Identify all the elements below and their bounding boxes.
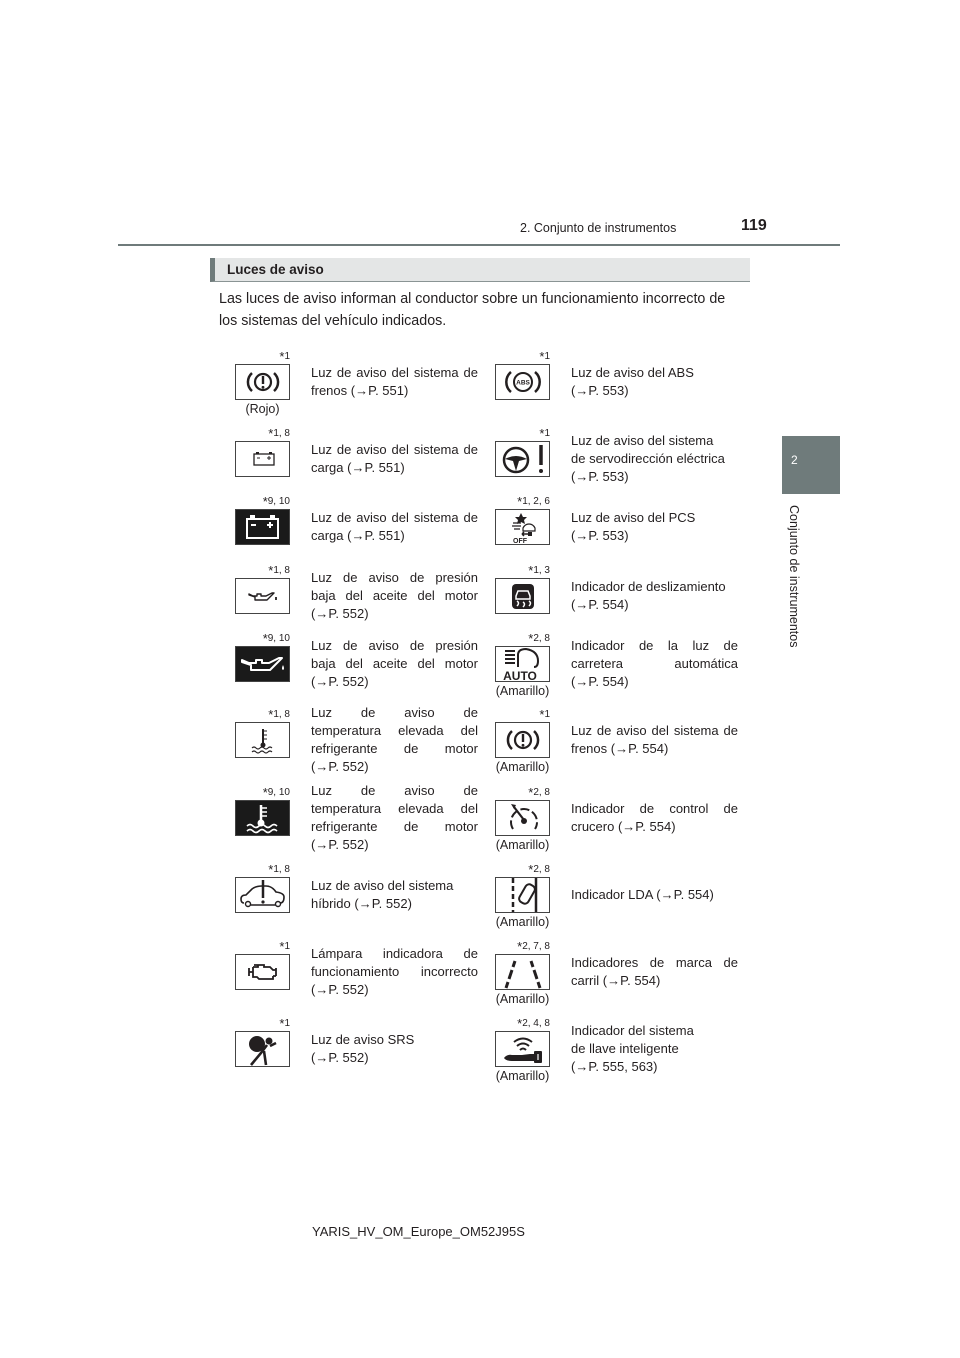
icon-column xyxy=(235,1016,290,1067)
skid-indicator-icon xyxy=(495,578,550,614)
warning-light-entry xyxy=(495,349,739,400)
icon-column xyxy=(495,563,550,614)
battery-icon xyxy=(235,441,290,477)
description-line: Luz de aviso de xyxy=(311,783,478,798)
section-heading xyxy=(210,258,750,282)
description-line[interactable]: (→P. 552) xyxy=(311,759,369,774)
description-line: Luz de aviso de xyxy=(311,705,478,720)
warning-light-entry xyxy=(235,862,479,913)
svg-text:OFF: OFF xyxy=(513,538,527,544)
warning-light-entry xyxy=(495,563,739,614)
icon-column xyxy=(235,785,290,836)
icon-column xyxy=(495,349,550,400)
warning-light-description xyxy=(311,509,478,545)
color-label: (Amarillo) xyxy=(495,992,550,1006)
svg-text:ABS: ABS xyxy=(516,379,530,387)
footnote-marker: *1 xyxy=(279,939,290,954)
footnote-marker: *1 xyxy=(539,426,550,441)
footnote-marker: *1, 8 xyxy=(268,862,290,877)
check-engine-icon xyxy=(235,954,290,990)
icon-column xyxy=(235,939,290,990)
footnote-numbers: 9, 10 xyxy=(267,787,290,798)
description-line: funcionamiento incorrecto xyxy=(311,964,478,979)
footnote-numbers: 1 xyxy=(544,351,550,362)
smart-key-icon xyxy=(495,1031,550,1067)
icon-column xyxy=(495,707,550,774)
warning-light-entry xyxy=(235,939,479,997)
brake-warning-yellow-icon xyxy=(495,722,550,758)
brake-warning-icon xyxy=(235,364,290,400)
lane-marker-icon xyxy=(495,954,550,990)
footer-doc-code: YARIS_HV_OM_Europe_OM52J95S xyxy=(312,1224,525,1239)
footnote-numbers: 1 xyxy=(544,709,550,720)
footnote-numbers: 2, 8 xyxy=(533,787,550,798)
icon-column xyxy=(235,631,290,682)
footnote-marker: *1 xyxy=(539,707,550,722)
warning-light-description xyxy=(311,364,478,400)
header-section-title: 2. Conjunto de instrumentos xyxy=(520,221,677,235)
footnote-numbers: 1, 8 xyxy=(273,428,290,439)
footnote-marker: *1, 2, 6 xyxy=(517,494,550,509)
description-line[interactable]: carga (→P. 551) xyxy=(311,460,405,475)
footnote-numbers: 1 xyxy=(544,428,550,439)
description-line: Luz de aviso del sistema xyxy=(571,433,714,448)
cruise-control-icon xyxy=(495,800,550,836)
warning-light-description xyxy=(571,578,738,614)
footnote-numbers: 1 xyxy=(284,941,290,952)
description-line: Indicador de deslizamiento xyxy=(571,579,726,594)
svg-text:AUTO: AUTO xyxy=(503,669,537,681)
description-line: Lámpara indicadora de xyxy=(311,946,478,961)
description-line: Indicador de control de xyxy=(571,801,738,816)
description-line[interactable]: (→P. 555, 563) xyxy=(571,1059,658,1074)
footnote-marker: *9, 10 xyxy=(262,785,290,800)
footnote-numbers: 2, 4, 8 xyxy=(522,1018,550,1029)
color-label: (Amarillo) xyxy=(495,838,550,852)
footnote-numbers: 1 xyxy=(284,351,290,362)
description-line: Indicador del sistema xyxy=(571,1023,694,1038)
description-line[interactable]: Indicador LDA (→P. 554) xyxy=(571,887,714,902)
icon-column xyxy=(235,563,290,614)
footnote-marker: *1 xyxy=(539,349,550,364)
icon-column xyxy=(235,349,290,416)
warning-light-entry xyxy=(235,349,479,416)
description-line[interactable]: frenos (→P. 554) xyxy=(571,741,669,756)
description-line[interactable]: carga (→P. 551) xyxy=(311,528,405,543)
footnote-marker: *1, 8 xyxy=(268,707,290,722)
warning-light-entry xyxy=(235,494,479,545)
description-line: de llave inteligente xyxy=(571,1041,679,1056)
description-line: Indicadores de marca de xyxy=(571,955,738,970)
warning-light-entry xyxy=(495,707,739,774)
footnote-numbers: 1, 8 xyxy=(273,565,290,576)
description-line[interactable]: (→P. 552) xyxy=(311,674,369,689)
footnote-marker: *1, 8 xyxy=(268,426,290,441)
icon-column xyxy=(495,426,550,477)
footnote-marker: *9, 10 xyxy=(262,631,290,646)
description-line[interactable]: (→P. 552) xyxy=(311,1050,369,1065)
warning-light-description xyxy=(311,782,478,854)
oil-pressure-inverted-icon xyxy=(235,646,290,682)
description-line[interactable]: (→P. 552) xyxy=(311,837,369,852)
footnote-numbers: 9, 10 xyxy=(267,633,290,644)
footnote-marker: *1, 8 xyxy=(268,563,290,578)
description-line[interactable]: (→P. 554) xyxy=(571,597,629,612)
warning-light-description xyxy=(311,441,478,477)
section-title: Luces de aviso xyxy=(227,262,324,277)
lda-icon xyxy=(495,877,550,913)
warning-light-entry xyxy=(495,939,739,1006)
icon-column xyxy=(235,426,290,477)
pcs-off-icon xyxy=(495,509,550,545)
description-line: temperatura elevada del xyxy=(311,723,478,738)
icon-column xyxy=(495,631,550,698)
warning-light-entry xyxy=(235,563,479,621)
footnote-marker: *2, 7, 8 xyxy=(517,939,550,954)
warning-light-description xyxy=(571,1022,738,1076)
warning-light-entry xyxy=(495,862,739,929)
description-line: Indicador de la luz de xyxy=(571,638,738,653)
footnote-marker: *2, 8 xyxy=(528,631,550,646)
description-line: Luz de aviso del PCS xyxy=(571,510,696,525)
warning-light-entry xyxy=(495,426,739,484)
description-line: Luz de aviso de presión xyxy=(311,638,478,653)
warning-light-description xyxy=(571,432,738,486)
warning-light-description xyxy=(311,1031,478,1067)
icon-column xyxy=(495,785,550,852)
warning-light-description xyxy=(571,954,738,990)
warning-light-description xyxy=(571,364,738,400)
warning-light-entry xyxy=(235,426,479,477)
footnote-marker: *2, 8 xyxy=(528,785,550,800)
description-line: Luz de aviso del sistema de xyxy=(311,442,478,457)
warning-light-entry xyxy=(235,631,479,689)
footnote-numbers: 9, 10 xyxy=(267,496,290,507)
warning-light-description xyxy=(571,637,738,691)
warning-light-entry xyxy=(235,1016,479,1067)
footnote-numbers: 1 xyxy=(284,1018,290,1029)
footnote-marker: *9, 10 xyxy=(262,494,290,509)
icon-column xyxy=(495,862,550,929)
description-line[interactable]: carril (→P. 554) xyxy=(571,973,661,988)
intro-paragraph: Las luces de aviso informan al conductor sobre un funcionamiento incorrecto de los sistemas del vehículo indicados. xyxy=(219,291,726,329)
icon-column xyxy=(235,862,290,913)
battery-inverted-icon xyxy=(235,509,290,545)
description-line[interactable]: crucero (→P. 554) xyxy=(571,819,676,834)
warning-light-description xyxy=(571,800,738,836)
description-line: temperatura elevada del xyxy=(311,801,478,816)
abs-warning-icon xyxy=(495,364,550,400)
warning-light-description xyxy=(311,704,478,776)
description-line[interactable]: (→P. 553) xyxy=(571,528,629,543)
warning-light-description xyxy=(571,886,738,904)
srs-airbag-icon xyxy=(235,1031,290,1067)
footnote-marker: *1, 3 xyxy=(528,563,550,578)
footnote-marker: *2, 8 xyxy=(528,862,550,877)
description-line: refrigerante de motor xyxy=(311,741,478,756)
description-line[interactable]: frenos (→P. 551) xyxy=(311,383,409,398)
icon-column xyxy=(495,939,550,1006)
description-line[interactable]: híbrido (→P. 552) xyxy=(311,896,412,911)
warning-light-entry xyxy=(495,494,739,545)
description-line: Luz de aviso del sistema de xyxy=(311,510,478,525)
footnote-marker: *1 xyxy=(279,349,290,364)
warning-light-description xyxy=(311,637,478,691)
footnote-numbers: 1, 8 xyxy=(273,864,290,875)
warning-light-entry xyxy=(235,705,479,774)
description-line: refrigerante de motor xyxy=(311,819,478,834)
description-line: baja del aceite del motor xyxy=(311,588,478,603)
footnote-marker: *1 xyxy=(279,1016,290,1031)
color-label: (Rojo) xyxy=(245,402,280,416)
footnote-marker: *2, 4, 8 xyxy=(517,1016,550,1031)
warning-light-description xyxy=(311,877,478,913)
icon-column xyxy=(495,1016,550,1083)
icon-column xyxy=(235,494,290,545)
description-line: Luz de aviso de presión xyxy=(311,570,478,585)
footnote-numbers: 1, 8 xyxy=(273,709,290,720)
page-number: 119 xyxy=(741,217,767,234)
warning-light-description xyxy=(571,722,738,758)
description-line: Luz de aviso del ABS xyxy=(571,365,694,380)
header-rule xyxy=(118,244,840,246)
warning-light-entry xyxy=(495,631,739,698)
description-line[interactable]: (→P. 552) xyxy=(311,606,369,621)
description-line[interactable]: (→P. 552) xyxy=(311,982,369,997)
warning-light-entry xyxy=(235,783,479,852)
color-label: (Amarillo) xyxy=(495,684,550,698)
description-line: de servodirección eléctrica xyxy=(571,451,725,466)
steering-warning-icon xyxy=(495,441,550,477)
description-line: Luz de aviso del sistema xyxy=(311,878,454,893)
warning-light-entry xyxy=(495,1016,739,1083)
description-line: baja del aceite del motor xyxy=(311,656,478,671)
color-label: (Amarillo) xyxy=(495,915,550,929)
footnote-numbers: 2, 8 xyxy=(533,864,550,875)
warning-light-description xyxy=(571,509,738,545)
auto-high-beam-icon xyxy=(495,646,550,682)
icon-column xyxy=(495,494,550,545)
warning-light-entry xyxy=(495,785,739,852)
chapter-tab-label: Conjunto de instrumentos xyxy=(787,505,801,648)
warning-light-description xyxy=(311,569,478,623)
footnote-numbers: 2, 8 xyxy=(533,633,550,644)
description-line[interactable]: (→P. 553) xyxy=(571,469,629,484)
description-line[interactable]: (→P. 554) xyxy=(571,674,629,689)
color-label: (Amarillo) xyxy=(495,1069,550,1083)
chapter-tab-number: 2 xyxy=(791,453,798,467)
warning-light-description xyxy=(311,945,478,999)
description-line: Luz de aviso del sistema de xyxy=(311,365,478,380)
footnote-numbers: 2, 7, 8 xyxy=(522,941,550,952)
description-line[interactable]: (→P. 553) xyxy=(571,383,629,398)
description-line: carretera automática xyxy=(571,656,738,671)
description-line: Luz de aviso SRS xyxy=(311,1032,415,1047)
hybrid-warning-icon xyxy=(235,877,290,913)
coolant-temp-inverted-icon xyxy=(235,800,290,836)
description-line: Luz de aviso del sistema de xyxy=(571,723,738,738)
coolant-temp-icon xyxy=(235,722,290,758)
icon-column xyxy=(235,707,290,758)
footnote-numbers: 1, 3 xyxy=(533,565,550,576)
footnote-numbers: 1, 2, 6 xyxy=(522,496,550,507)
oil-pressure-icon xyxy=(235,578,290,614)
color-label: (Amarillo) xyxy=(495,760,550,774)
